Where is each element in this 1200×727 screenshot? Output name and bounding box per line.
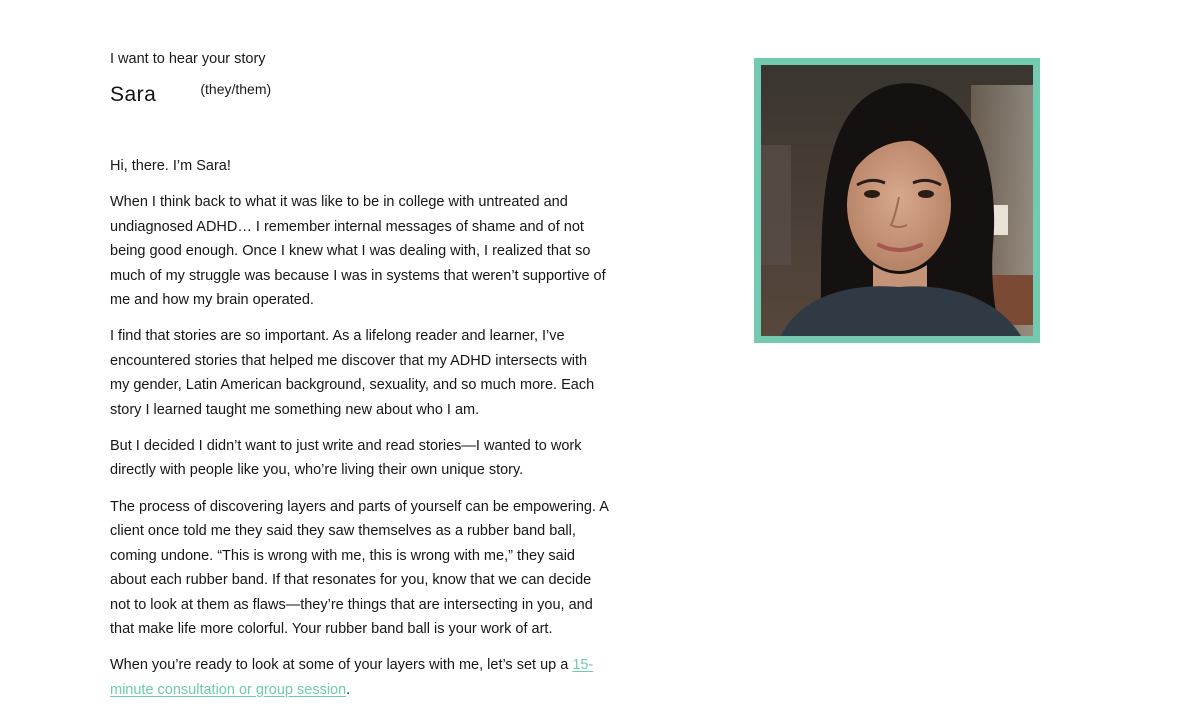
eyebrow-text: I want to hear your story bbox=[110, 51, 266, 67]
profile-photo bbox=[761, 65, 1033, 336]
cta-suffix: . bbox=[346, 681, 351, 698]
consultation-link[interactable]: 15-minute consultation or group session bbox=[110, 657, 594, 698]
cta-prefix: When you’re ready to look at some of your layers with me, let’s set up a bbox=[110, 657, 573, 674]
profile-photo-frame bbox=[754, 58, 1040, 343]
profile-pronouns: (they/them) bbox=[200, 81, 272, 97]
bio-paragraph-3: I find that stories are so important. As a lifelong reader and learner, I’ve encountered stories that helped me discover that my ADHD intersects with my gender, Latin American background, sexuality, and so much more. Each story I learned taught me something new about who I am. bbox=[110, 328, 595, 418]
name-row bbox=[110, 82, 610, 120]
bio-paragraph-2: When I think back to what it was like to be in college with untreated and undiagnosed ADHD… I remember internal messages of shame and of not being good enough. Once I knew what I was dealing with, I realized that so much of my struggle was because I was in systems that weren’t supportive of me and how my brain operated. bbox=[110, 194, 606, 309]
bio-paragraph-4: But I decided I didn’t want to just write and read stories—I wanted to work directly with people like you, who’re living their own unique story. bbox=[110, 438, 582, 479]
bio-paragraph-1: Hi, there. I’m Sara! bbox=[110, 158, 231, 174]
bio-paragraph-5: The process of discovering layers and parts of yourself can be empowering. A client once told me they said they saw themselves as a rubber band ball, coming undone. “This is wrong with me, this is wrong with me,” they said about each rubber band. If that resonates for you, know that we can decide not to look at them as flaws—they’re things that are intersecting in you, and that make life more colorful. Your rubber band ball is your work of art. bbox=[110, 498, 609, 637]
bio bbox=[110, 154, 610, 702]
profile-name: Sara bbox=[110, 83, 157, 106]
profile-content bbox=[110, 48, 610, 714]
bio-cta-paragraph bbox=[110, 653, 610, 702]
